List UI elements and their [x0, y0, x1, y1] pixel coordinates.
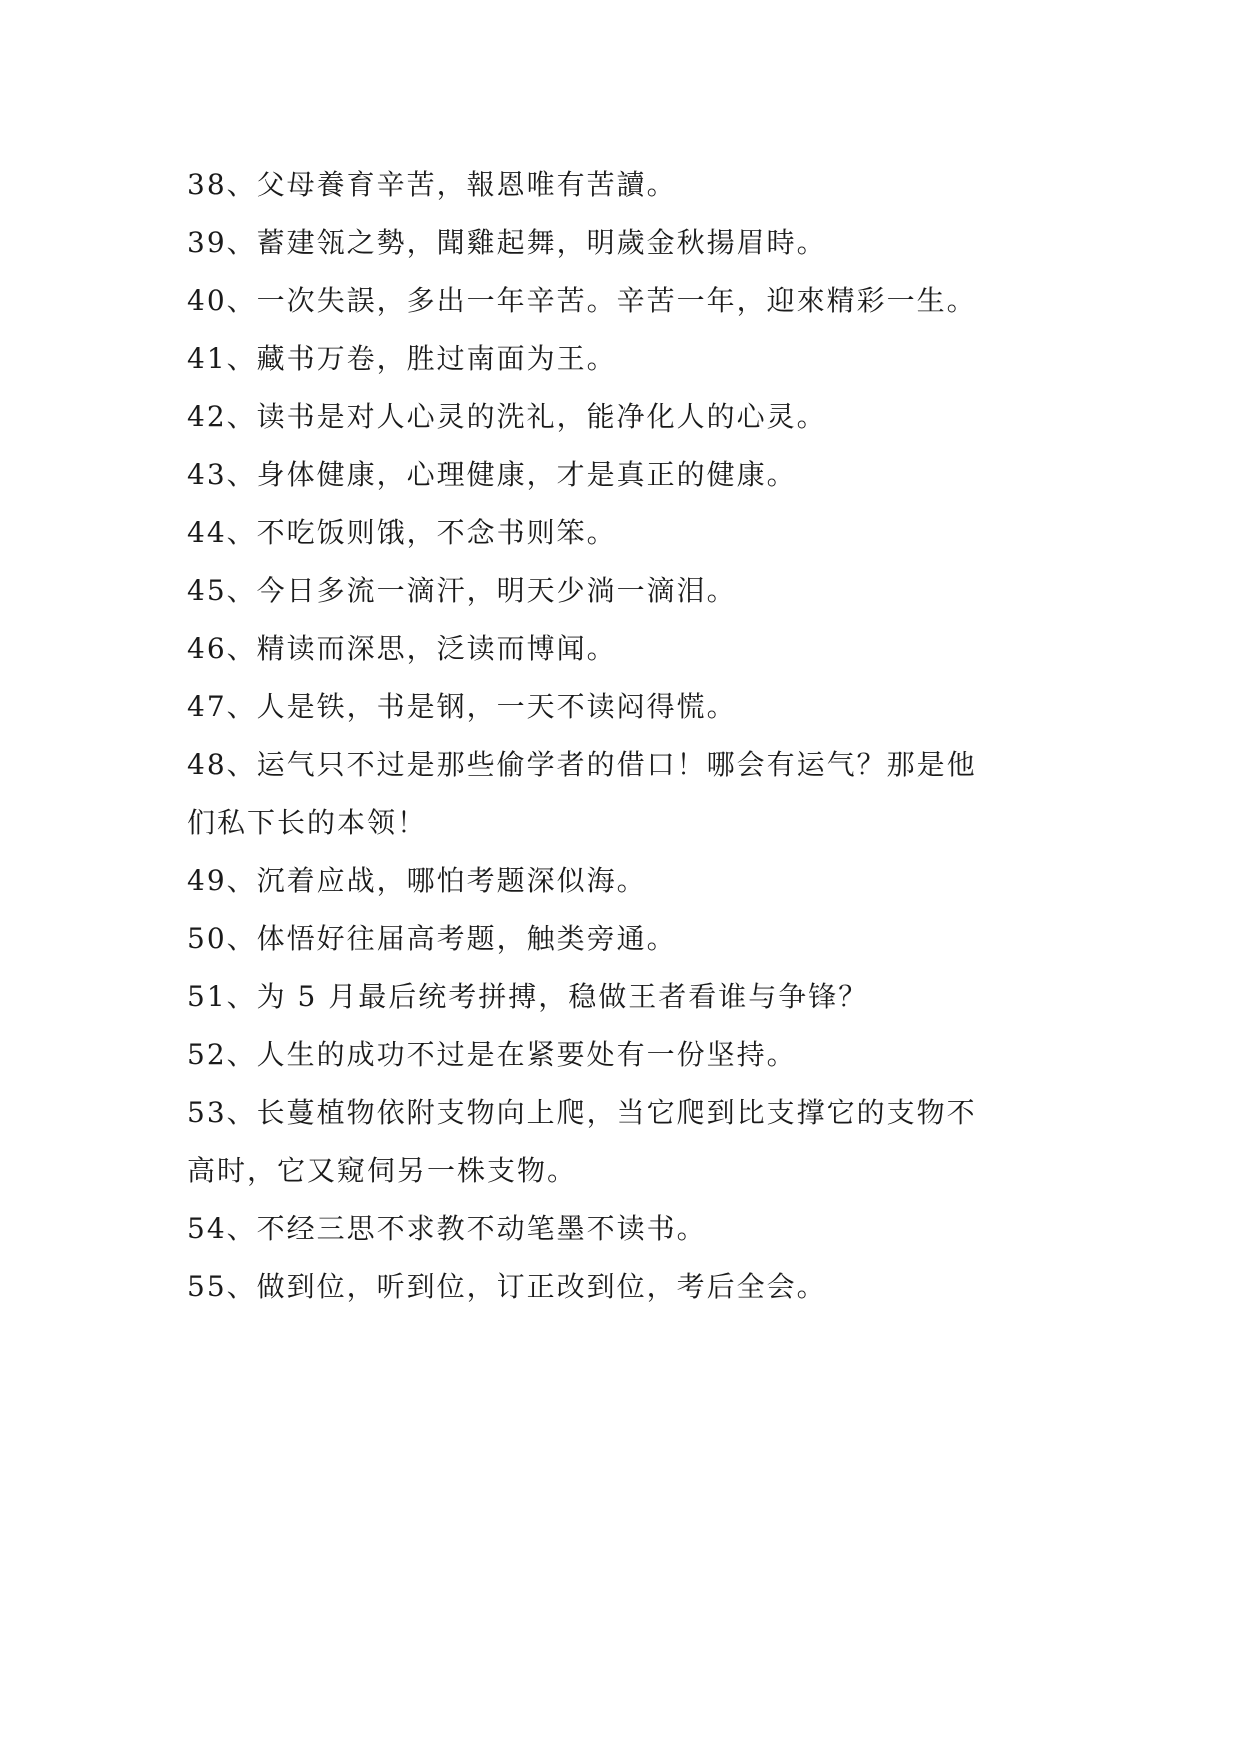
quote-line: 48、运气只不过是那些偷学者的借口！哪会有运气？那是他 — [187, 748, 977, 781]
quote-line: 39、蓄建瓴之勢，聞雞起舞，明歲金秋揚眉時。 — [187, 226, 827, 259]
quote-line: 44、不吃饭则饿，不念书则笨。 — [187, 516, 617, 549]
quote-line-continuation: 们私下长的本领！ — [187, 806, 428, 839]
quote-list — [187, 156, 1087, 1316]
quote-line: 53、长蔓植物依附支物向上爬，当它爬到比支撑它的支物不 — [187, 1096, 977, 1129]
quote-line: 55、做到位，听到位，订正改到位，考后全会。 — [187, 1270, 827, 1303]
quote-line: 50、体悟好往届高考题，触类旁通。 — [187, 922, 677, 955]
quote-line: 51、为 5 月最后统考拼搏，稳做王者看谁与争锋？ — [187, 980, 869, 1013]
quote-line: 40、一次失誤，多出一年辛苦。辛苦一年，迎來精彩一生。 — [187, 284, 977, 317]
quote-line: 49、沉着应战，哪怕考题深似海。 — [187, 864, 647, 897]
quote-line: 46、精读而深思，泛读而博闻。 — [187, 632, 617, 665]
quote-line: 42、读书是对人心灵的洗礼，能净化人的心灵。 — [187, 400, 827, 433]
quote-line-continuation: 高时，它又窥伺另一株支物。 — [187, 1154, 578, 1187]
quote-line: 45、今日多流一滴汗，明天少淌一滴泪。 — [187, 574, 737, 607]
quote-line: 38、父母養育辛苦，報恩唯有苦讀。 — [187, 168, 677, 201]
quote-line: 52、人生的成功不过是在紧要处有一份坚持。 — [187, 1038, 797, 1071]
quote-line: 43、身体健康，心理健康，才是真正的健康。 — [187, 458, 797, 491]
quote-line: 54、不经三思不求教不动笔墨不读书。 — [187, 1212, 707, 1245]
quote-line: 47、人是铁，书是钢，一天不读闷得慌。 — [187, 690, 737, 723]
quote-line: 41、藏书万卷，胜过南面为王。 — [187, 342, 617, 375]
